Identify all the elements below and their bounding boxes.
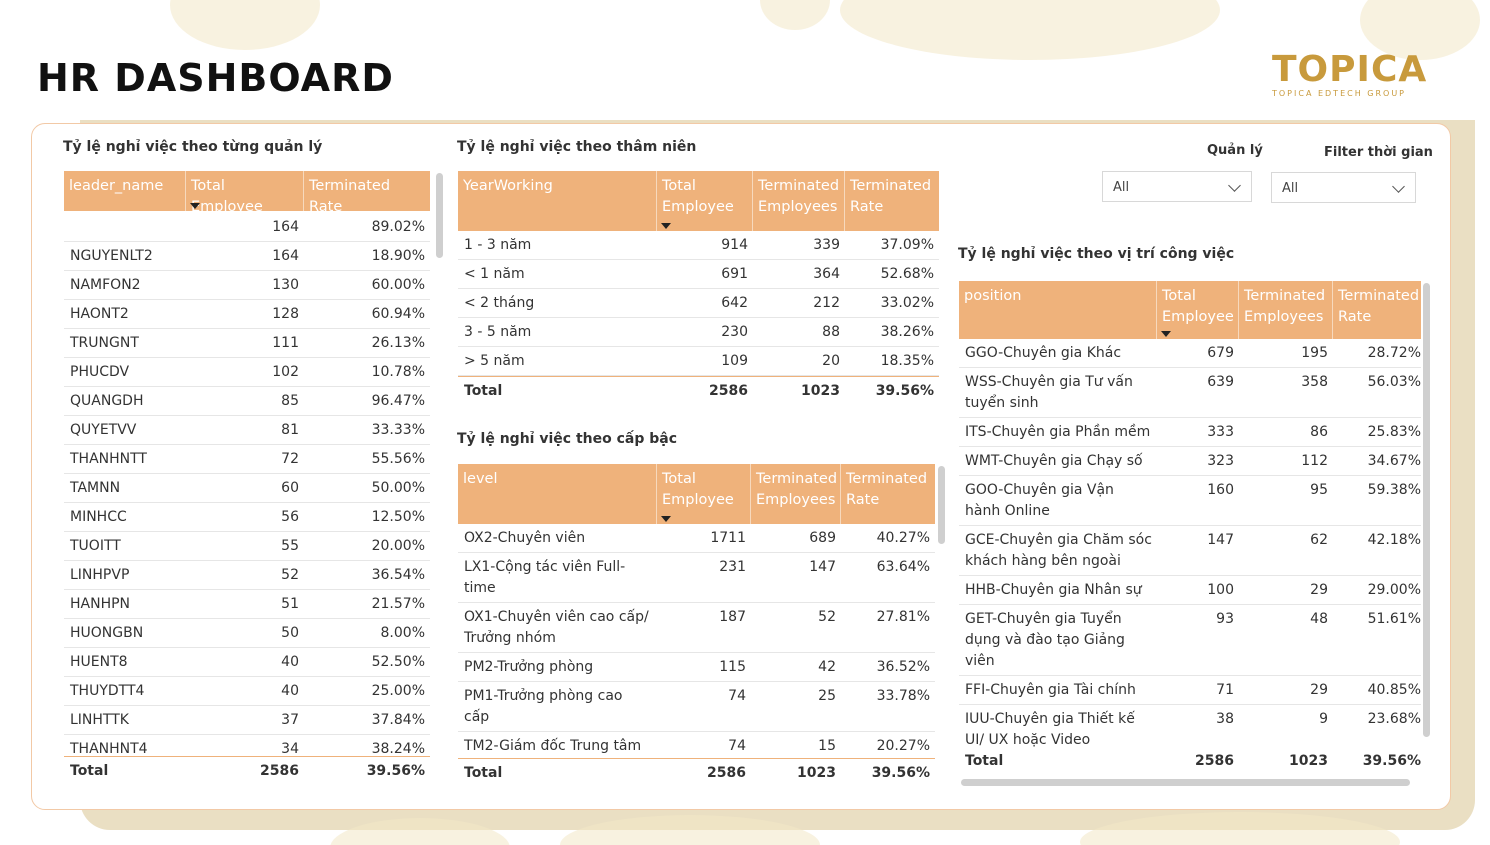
chevron-down-icon	[1228, 179, 1241, 192]
row-value-cell: 38.24%	[371, 741, 425, 756]
row-value-cell: 20.27%	[876, 738, 930, 754]
row-value-cell: 60.00%	[371, 277, 425, 293]
row-value-cell: 34.67%	[1367, 453, 1421, 469]
table-row[interactable]	[458, 524, 935, 553]
row-label-cell: PM2-Trưởng phòng	[464, 659, 594, 675]
row-label-cell: NAMFON2	[70, 277, 141, 293]
row-value-cell: 74	[728, 688, 746, 704]
row-value-cell: 71	[1216, 682, 1234, 698]
row-value-cell: 37.09%	[880, 237, 934, 253]
manager-table-total-row	[64, 756, 430, 785]
level-table[interactable]	[458, 464, 935, 792]
total-label: Total	[464, 383, 503, 399]
row-label-cell: > 5 năm	[464, 353, 525, 369]
table-row[interactable]	[959, 576, 1421, 605]
row-value-cell: 230	[721, 324, 748, 340]
row-value-cell: 23.68%	[1367, 711, 1421, 727]
row-label-cell: TAMNN	[70, 480, 121, 496]
position-table-body	[959, 339, 1421, 747]
column-header-total-employee[interactable]: Total Employee	[657, 171, 753, 231]
row-value-cell: 40	[281, 683, 299, 699]
row-value-cell: 50	[281, 625, 299, 641]
position-table-total-row	[959, 747, 1421, 775]
table-row[interactable]	[458, 732, 935, 758]
row-label-cell: OX2-Chuyên viên	[464, 530, 586, 546]
row-value-cell: 231	[719, 559, 746, 575]
row-value-cell: 323	[1207, 453, 1234, 469]
row-value-cell: 93	[1216, 611, 1234, 627]
row-value-cell: 109	[721, 353, 748, 369]
column-header-yearworking[interactable]: YearWorking	[458, 171, 657, 231]
row-value-cell: 187	[719, 609, 746, 625]
row-value-cell: 691	[721, 266, 748, 282]
table-row[interactable]	[64, 735, 430, 756]
row-value-cell: 18.90%	[371, 248, 425, 264]
table-row[interactable]	[959, 705, 1421, 747]
table-row[interactable]	[959, 418, 1421, 447]
row-label-cell: TM2-Giám đốc Trung tâm	[464, 738, 642, 754]
row-value-cell: 26.13%	[371, 335, 425, 351]
row-value-cell: 56	[281, 509, 299, 525]
row-value-cell: 18.35%	[880, 353, 934, 369]
row-label-cell: < 2 tháng	[464, 295, 535, 311]
table-row[interactable]	[959, 447, 1421, 476]
seniority-table-total-row	[458, 376, 939, 405]
time-filter-dropdown[interactable]	[1271, 172, 1416, 203]
column-header-terminated-employees[interactable]: Terminated Employees	[751, 464, 841, 524]
row-label-cell: HUONGBN	[70, 625, 144, 641]
row-value-cell: 52.68%	[880, 266, 934, 282]
row-value-cell: 25.00%	[371, 683, 425, 699]
manager-filter-label: Quản lý	[1207, 143, 1263, 158]
row-value-cell: 339	[813, 237, 840, 253]
row-label-cell: THANHNTT	[70, 451, 147, 467]
row-label-cell: THUYDTT4	[70, 683, 145, 699]
row-label-cell: QUYETVV	[70, 422, 137, 438]
table-row[interactable]	[64, 300, 430, 329]
total-label: Total	[70, 763, 109, 779]
row-value-cell: 50.00%	[371, 480, 425, 496]
row-label-cell: PHUCDV	[70, 364, 130, 380]
table-row[interactable]	[959, 605, 1421, 676]
table-row[interactable]	[458, 347, 939, 376]
table-row[interactable]	[458, 553, 935, 603]
row-value-cell: 679	[1207, 345, 1234, 361]
row-value-cell: 81	[281, 422, 299, 438]
position-table-hscrollbar[interactable]	[961, 779, 1410, 786]
row-value-cell: 42	[818, 659, 836, 675]
manager-table-scrollbar[interactable]	[436, 173, 443, 258]
row-value-cell: 100	[1207, 582, 1234, 598]
position-table-title: Tỷ lệ nghỉ việc theo vị trí công việc	[958, 246, 1235, 262]
row-label-cell: HUENT8	[70, 654, 128, 670]
topica-logo	[1272, 49, 1428, 98]
row-value-cell: 63.64%	[876, 559, 930, 575]
seniority-table-title: Tỷ lệ nghỉ việc theo thâm niên	[457, 139, 697, 155]
row-value-cell: 358	[1301, 374, 1328, 390]
row-label-cell: WMT-Chuyên gia Chạy số	[965, 453, 1143, 469]
total-terminated-employees: 1023	[801, 383, 840, 399]
row-label-cell: THANHNT4	[70, 741, 148, 756]
row-label-cell: FFI-Chuyên gia Tài chính	[965, 682, 1136, 698]
table-row[interactable]	[959, 368, 1421, 418]
column-header-terminated-rate[interactable]: Terminated Rate	[850, 178, 932, 215]
column-header-total-employee[interactable]: Total Employee	[186, 171, 304, 211]
row-value-cell: 51	[281, 596, 299, 612]
column-header-terminated-employees[interactable]: Terminated Employees	[753, 171, 845, 231]
row-value-cell: 639	[1207, 374, 1234, 390]
manager-table[interactable]	[64, 171, 430, 791]
table-row[interactable]	[64, 706, 430, 735]
table-row[interactable]	[458, 260, 939, 289]
column-header-terminated-rate[interactable]: Terminated Rate	[309, 178, 391, 215]
table-row[interactable]	[64, 677, 430, 706]
row-value-cell: 34	[281, 741, 299, 756]
row-value-cell: 51.61%	[1367, 611, 1421, 627]
table-row[interactable]	[64, 561, 430, 590]
row-label-cell: GET-Chuyên gia Tuyển dụng và đào tạo Giảng viên	[965, 611, 1125, 669]
row-label-cell: NGUYENLT2	[70, 248, 153, 264]
row-value-cell: 85	[281, 393, 299, 409]
row-label-cell: HAONT2	[70, 306, 129, 322]
table-row[interactable]	[64, 358, 430, 387]
row-value-cell: 60.94%	[371, 306, 425, 322]
row-value-cell: 15	[818, 738, 836, 754]
row-value-cell: 96.47%	[371, 393, 425, 409]
row-value-cell: 55	[281, 538, 299, 554]
total-label: Total	[464, 765, 503, 781]
total-terminated-rate: 39.56%	[875, 383, 934, 399]
row-value-cell: 89.02%	[371, 219, 425, 235]
row-value-cell: 115	[719, 659, 746, 675]
row-value-cell: 147	[1207, 532, 1234, 548]
chevron-down-icon	[1392, 180, 1405, 193]
table-row[interactable]	[959, 676, 1421, 705]
row-value-cell: 36.52%	[876, 659, 930, 675]
row-value-cell: 27.81%	[876, 609, 930, 625]
row-label-cell: OX1-Chuyên viên cao cấp/ Trưởng nhóm	[464, 609, 649, 646]
table-row[interactable]	[64, 590, 430, 619]
row-label-cell: PM1-Trưởng phòng cao cấp	[464, 688, 623, 725]
row-value-cell: 29	[1310, 582, 1328, 598]
row-value-cell: 128	[272, 306, 299, 322]
row-value-cell: 37	[281, 712, 299, 728]
row-value-cell: 9	[1319, 711, 1328, 727]
row-value-cell: 164	[272, 219, 299, 235]
logo-main-text: TOPICA	[1272, 49, 1428, 90]
row-value-cell: 40.85%	[1367, 682, 1421, 698]
total-label: Total	[965, 753, 1004, 769]
table-row[interactable]	[64, 474, 430, 503]
table-row[interactable]	[959, 526, 1421, 576]
total-terminated-rate: 39.56%	[871, 765, 930, 781]
row-label-cell: HANHPN	[70, 596, 131, 612]
row-value-cell: 38	[1216, 711, 1234, 727]
table-row[interactable]	[64, 416, 430, 445]
row-value-cell: 33.02%	[880, 295, 934, 311]
manager-table-header	[64, 171, 430, 215]
table-row[interactable]	[458, 682, 935, 732]
row-value-cell: 147	[809, 559, 836, 575]
row-value-cell: 88	[822, 324, 840, 340]
row-value-cell: 29.00%	[1367, 582, 1421, 598]
row-value-cell: 33.33%	[371, 422, 425, 438]
row-value-cell: 111	[272, 335, 299, 351]
table-row[interactable]	[458, 289, 939, 318]
row-value-cell: 914	[721, 237, 748, 253]
row-label-cell: ITS-Chuyên gia Phần mềm	[965, 424, 1151, 440]
row-value-cell: 62	[1310, 532, 1328, 548]
row-value-cell: 29	[1310, 682, 1328, 698]
manager-table-body	[64, 211, 430, 756]
manager-filter-value: All	[1113, 180, 1130, 195]
total-employee: 2586	[260, 763, 299, 779]
total-employee: 2586	[1195, 753, 1234, 769]
row-value-cell: 52	[818, 609, 836, 625]
sort-desc-icon[interactable]	[661, 516, 671, 522]
row-value-cell: 160	[1207, 482, 1234, 498]
row-value-cell: 38.26%	[880, 324, 934, 340]
page-title: HR DASHBOARD	[37, 56, 394, 100]
row-value-cell: 642	[721, 295, 748, 311]
row-label-cell: 3 - 5 năm	[464, 324, 532, 340]
row-value-cell: 56.03%	[1367, 374, 1421, 390]
total-terminated-rate: 39.56%	[366, 763, 425, 779]
table-row[interactable]	[458, 318, 939, 347]
row-label-cell: MINHCC	[70, 509, 127, 525]
manager-table-title: Tỷ lệ nghỉ việc theo từng quản lý	[63, 139, 323, 155]
row-value-cell: 364	[813, 266, 840, 282]
row-value-cell: 36.54%	[371, 567, 425, 583]
row-value-cell: 55.56%	[371, 451, 425, 467]
row-label-cell: LX1-Cộng tác viên Full-time	[464, 559, 626, 596]
row-value-cell: 25.83%	[1367, 424, 1421, 440]
table-row[interactable]	[458, 231, 939, 260]
row-value-cell: 40.27%	[876, 530, 930, 546]
row-value-cell: 52.50%	[371, 654, 425, 670]
position-table[interactable]	[959, 281, 1421, 775]
row-label-cell	[64, 213, 186, 241]
seniority-table[interactable]	[458, 171, 939, 411]
table-row[interactable]	[64, 503, 430, 532]
column-header-position[interactable]: position	[959, 281, 1157, 339]
row-label-cell: LINHPVP	[70, 567, 130, 583]
row-value-cell: 212	[813, 295, 840, 311]
table-row[interactable]	[64, 387, 430, 416]
time-filter-value: All	[1282, 181, 1299, 196]
column-header-level[interactable]: level	[458, 464, 657, 524]
row-value-cell: 52	[281, 567, 299, 583]
table-row[interactable]	[64, 445, 430, 474]
column-header-total-employee[interactable]: Total Employee	[657, 464, 751, 524]
sort-desc-icon[interactable]	[661, 223, 671, 229]
sort-desc-icon[interactable]	[1161, 331, 1171, 337]
seniority-table-body	[458, 231, 939, 376]
table-row[interactable]	[458, 653, 935, 682]
level-table-body	[458, 524, 935, 758]
row-value-cell: 102	[272, 364, 299, 380]
row-value-cell: 1711	[710, 530, 746, 546]
table-row[interactable]	[64, 271, 430, 300]
row-value-cell: 60	[281, 480, 299, 496]
row-value-cell: 86	[1310, 424, 1328, 440]
table-row[interactable]	[64, 329, 430, 358]
table-row[interactable]	[959, 476, 1421, 526]
row-label-cell: LINHTTK	[70, 712, 129, 728]
row-value-cell: 689	[809, 530, 836, 546]
row-value-cell: 59.38%	[1367, 482, 1421, 498]
row-value-cell: 112	[1301, 453, 1328, 469]
level-table-header	[458, 464, 935, 524]
row-label-cell: TRUNGNT	[70, 335, 139, 351]
row-value-cell: 74	[728, 738, 746, 754]
row-label-cell: GCE-Chuyên gia Chăm sóc khách hàng bên ngoài	[965, 532, 1152, 569]
row-value-cell: 37.84%	[371, 712, 425, 728]
level-table-total-row	[458, 758, 935, 787]
level-table-title: Tỷ lệ nghỉ việc theo cấp bậc	[457, 431, 677, 447]
total-terminated-employees: 1023	[797, 765, 836, 781]
table-row[interactable]	[64, 242, 430, 271]
row-value-cell: 21.57%	[371, 596, 425, 612]
row-label-cell: GOO-Chuyên gia Vận hành Online	[965, 482, 1114, 519]
sort-desc-icon[interactable]	[190, 203, 200, 209]
row-label-cell: TUOITT	[70, 538, 121, 554]
row-value-cell: 130	[272, 277, 299, 293]
column-header-total-employee[interactable]: Total Employee	[1157, 281, 1239, 339]
row-value-cell: 20	[822, 353, 840, 369]
column-header-leader-name[interactable]: leader_name	[64, 171, 186, 211]
row-value-cell: 72	[281, 451, 299, 467]
row-value-cell: 333	[1207, 424, 1234, 440]
level-table-scrollbar[interactable]	[938, 466, 945, 544]
total-terminated-employees: 1023	[1289, 753, 1328, 769]
column-header-terminated-rate[interactable]: Terminated Rate	[1338, 288, 1420, 325]
row-label-cell: QUANGDH	[70, 393, 144, 409]
row-value-cell: 95	[1310, 482, 1328, 498]
row-value-cell: 48	[1310, 611, 1328, 627]
manager-filter-dropdown[interactable]	[1102, 171, 1252, 202]
total-terminated-rate: 39.56%	[1362, 753, 1421, 769]
row-value-cell: 40	[281, 654, 299, 670]
seniority-table-header	[458, 171, 939, 231]
total-employee: 2586	[709, 383, 748, 399]
row-label-cell: < 1 năm	[464, 266, 525, 282]
table-row[interactable]	[64, 532, 430, 561]
position-table-header	[959, 281, 1421, 339]
total-employee: 2586	[707, 765, 746, 781]
row-label-cell: WSS-Chuyên gia Tư vấn tuyển sinh	[965, 374, 1133, 411]
row-label-cell: HHB-Chuyên gia Nhân sự	[965, 582, 1142, 598]
row-value-cell: 8.00%	[380, 625, 425, 641]
row-value-cell: 20.00%	[371, 538, 425, 554]
row-value-cell: 42.18%	[1367, 532, 1421, 548]
row-value-cell: 10.78%	[371, 364, 425, 380]
table-row[interactable]	[959, 339, 1421, 368]
time-filter-label: Filter thời gian	[1324, 145, 1433, 160]
row-value-cell: 33.78%	[876, 688, 930, 704]
table-row[interactable]	[458, 603, 935, 653]
column-header-terminated-employees[interactable]: Terminated Employees	[1239, 281, 1333, 339]
row-value-cell: 195	[1301, 345, 1328, 361]
logo-sub-text: TOPICA EDTECH GROUP	[1272, 89, 1407, 98]
row-value-cell: 25	[818, 688, 836, 704]
table-row[interactable]	[64, 619, 430, 648]
row-value-cell: 12.50%	[371, 509, 425, 525]
row-label-cell: GGO-Chuyên gia Khác	[965, 345, 1122, 361]
column-header-terminated-rate[interactable]: Terminated Rate	[846, 471, 928, 508]
row-label-cell: IUU-Chuyên gia Thiết kế UI/ UX hoặc Video	[965, 711, 1135, 747]
position-table-vscrollbar[interactable]	[1423, 283, 1430, 737]
row-label-cell: 1 - 3 năm	[464, 237, 532, 253]
row-value-cell: 164	[272, 248, 299, 264]
table-row[interactable]	[64, 648, 430, 677]
row-value-cell: 28.72%	[1367, 345, 1421, 361]
